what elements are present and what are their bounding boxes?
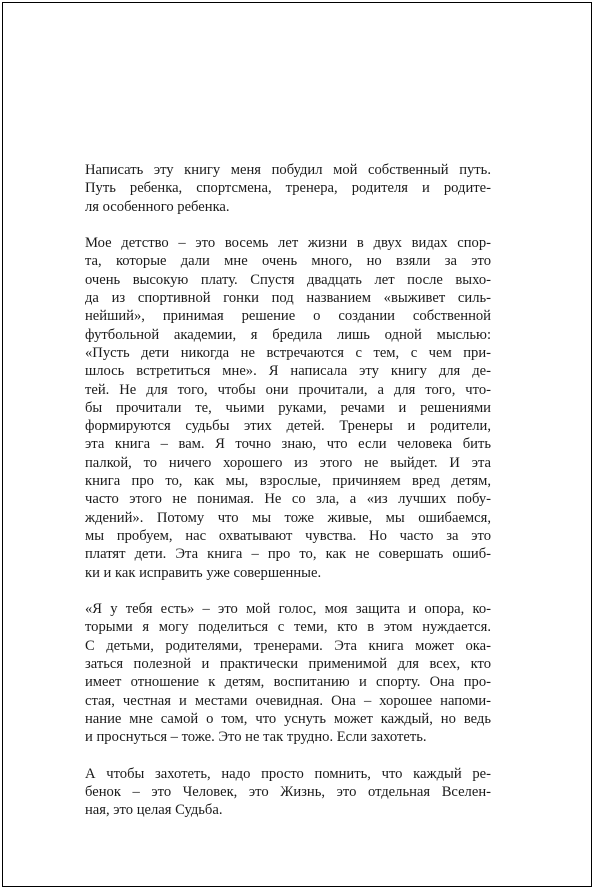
text-line: нейший», принимая решение о создании собственной <box>85 308 491 325</box>
text-line: очень высокую плату. Спустя двадцать лет после выхо- <box>85 271 491 288</box>
text-line: тей. Не для того, чтобы они прочитали, а для того, что- <box>85 381 491 398</box>
text-line: имеет отношение к детям, воспитанию и спорту. Она про- <box>85 674 491 691</box>
paragraph-2 <box>85 234 491 582</box>
text-line: нание мне самой о том, что уснуть может каждый, но ведь <box>85 710 491 727</box>
text-line: книга про то, как мы, взрослые, причиняем вред детям, <box>85 473 491 490</box>
text-line: палкой, то ничего хорошего из этого не выйдет. И эта <box>85 454 491 471</box>
text-line: мы пробуем, нас охватывают чувства. Но часто за это <box>85 527 491 544</box>
paragraph-3 <box>85 600 491 746</box>
text-line: бенок – это Человек, это Жизнь, это отдельная Вселен- <box>85 784 491 801</box>
text-line: платят дети. Эта книга – про то, как не совершать ошиб- <box>85 546 491 563</box>
paragraph-4 <box>85 765 491 820</box>
text-line: ная, это целая Судьба. <box>85 802 223 819</box>
text-line: и проснуться – тоже. Это не так трудно. Если захотеть. <box>85 729 427 746</box>
text-line: эта книга – вам. Я точно знаю, что если человека бить <box>85 436 491 453</box>
text-line: Мое детство – это восемь лет жизни в двух видах спор- <box>85 235 491 252</box>
text-line: Путь ребенка, спортсмена, тренера, родителя и родите- <box>85 180 491 197</box>
text-line: торыми я могу поделиться с теми, кто в этом нуждается. <box>85 619 491 636</box>
text-line: та, которые дали мне очень много, но взяли за это <box>85 253 491 270</box>
text-line: «Я у тебя есть» – это мой голос, моя защита и опора, ко- <box>85 601 491 618</box>
text-line: ки и как исправить уже совершенные. <box>85 564 322 581</box>
text-line: Написать эту книгу меня побудил мой собственный путь. <box>85 162 491 178</box>
text-line: «Пусть дети никогда не встречаются с тем, с чем при- <box>85 344 491 361</box>
text-line: стая, честная и местами очевидная. Она – хорошее напоми- <box>85 692 491 709</box>
text-line: С детьми, родителями, тренерами. Эта книга может ока- <box>85 637 491 654</box>
text-line: заться полезной и практически применимой для всех, кто <box>85 656 491 673</box>
paragraph-1 <box>85 161 491 216</box>
book-text <box>85 161 491 838</box>
text-line: футбольной академии, я бредила лишь одной мыслью: <box>85 326 491 343</box>
text-line: А чтобы захотеть, надо просто помнить, что каждый ре- <box>85 765 491 782</box>
text-line: ждений». Потому что мы тоже живые, мы ошибаемся, <box>85 509 491 526</box>
text-line: бы прочитали те, чьими руками, речами и решениями <box>85 399 491 416</box>
text-line: часто этого не понимая. Не со зла, а «из лучших побу- <box>85 491 491 508</box>
text-line: ля особенного ребенка. <box>85 198 230 215</box>
text-line: формируются судьбы этих детей. Тренеры и родители, <box>85 418 491 435</box>
text-line: да из спортивной гонки под названием «выживет силь- <box>85 290 491 307</box>
text-line: шлось встретиться мне». Я написала эту книгу для де- <box>85 363 491 380</box>
